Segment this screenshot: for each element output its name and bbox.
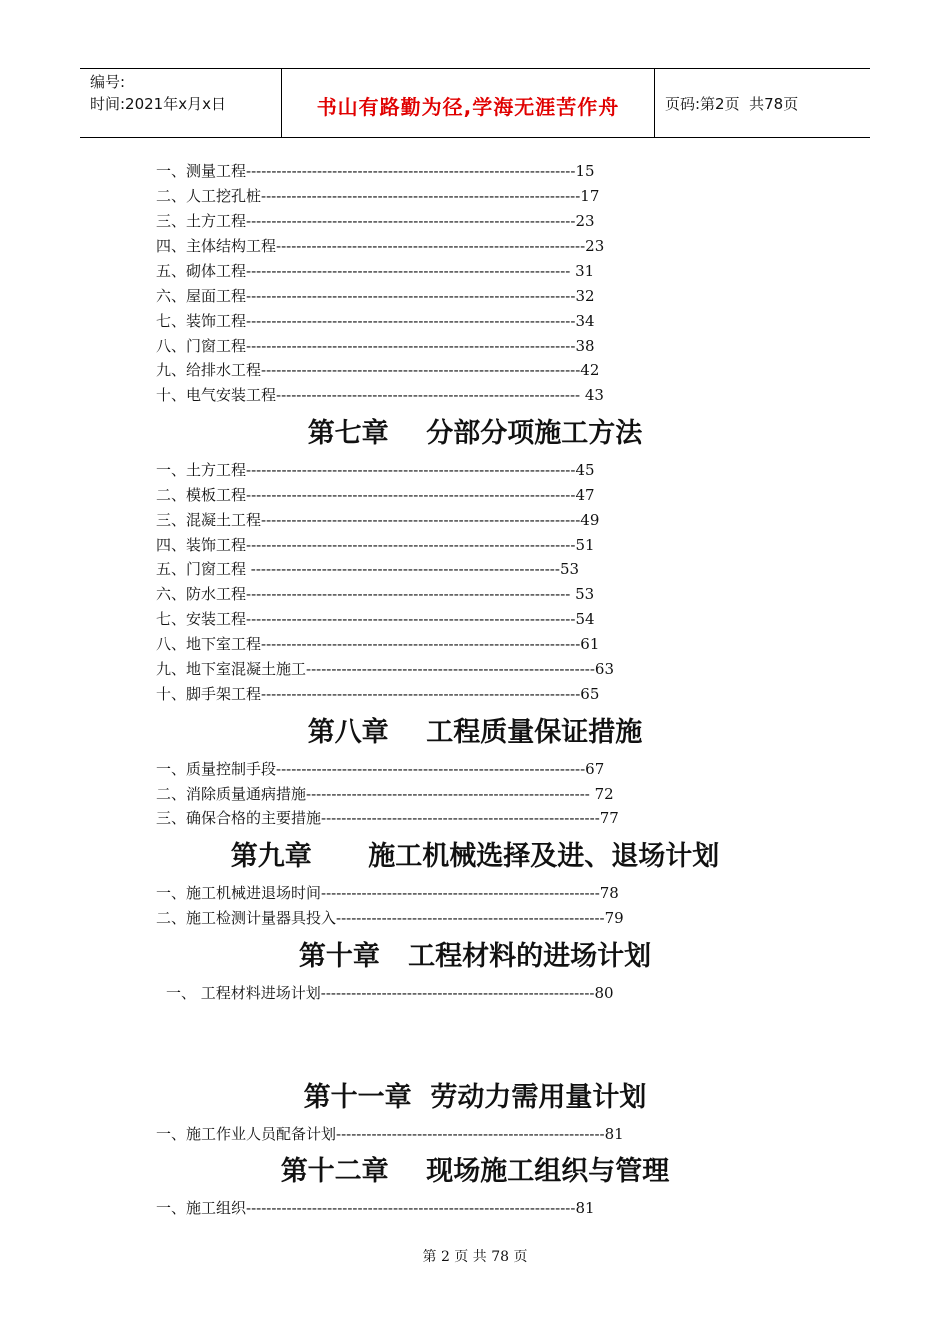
toc-entry[interactable]: 三、确保合格的主要措施-------------------------------------------------------77 bbox=[156, 809, 619, 827]
chapter-heading: 第七章 分部分项施工方法 bbox=[307, 418, 643, 449]
toc-entry[interactable]: 八、地下室工程---------------------------------------------------------------61 bbox=[156, 635, 600, 653]
header-page-info: 页码:第2页 共78页 bbox=[665, 94, 799, 113]
header-meta bbox=[80, 69, 282, 137]
document-date: 时间:2021年x月x日 bbox=[90, 95, 226, 113]
toc-entry[interactable]: 十、电气安装工程------------------------------------------------------------ 43 bbox=[156, 386, 604, 404]
toc-entry[interactable]: 五、砌体工程---------------------------------------------------------------- 31 bbox=[156, 262, 595, 280]
toc-entry[interactable]: 二、消除质量通病措施-------------------------------------------------------- 72 bbox=[156, 785, 614, 803]
toc-entry[interactable]: 十、脚手架工程---------------------------------------------------------------65 bbox=[156, 685, 600, 703]
toc-entry[interactable]: 二、人工挖孔桩---------------------------------------------------------------17 bbox=[156, 187, 600, 205]
toc-entry[interactable]: 一、施工组织-----------------------------------------------------------------81 bbox=[156, 1199, 595, 1217]
toc-entry[interactable]: 二、模板工程-----------------------------------------------------------------47 bbox=[156, 486, 595, 504]
toc-entry[interactable]: 一、施工作业人员配备计划-----------------------------------------------------81 bbox=[156, 1125, 624, 1143]
toc-entry[interactable]: 八、门窗工程-----------------------------------------------------------------38 bbox=[156, 337, 595, 355]
chapter-heading: 第十一章 劳动力需用量计划 bbox=[303, 1082, 647, 1113]
header-page-info-cell bbox=[655, 69, 870, 137]
toc-entry[interactable]: 一、测量工程-----------------------------------------------------------------15 bbox=[156, 162, 595, 180]
header-motto: 书山有路勤为径,学海无涯苦作舟 bbox=[316, 94, 620, 119]
toc-entry[interactable]: 三、土方工程-----------------------------------------------------------------23 bbox=[156, 212, 595, 230]
page-header bbox=[80, 68, 870, 138]
toc-entry[interactable]: 一、土方工程-----------------------------------------------------------------45 bbox=[156, 461, 595, 479]
chapter-heading: 第十章 工程材料的进场计划 bbox=[298, 941, 652, 972]
toc-entry[interactable]: 七、安装工程-----------------------------------------------------------------54 bbox=[156, 610, 595, 628]
chapter-heading: 第十二章 现场施工组织与管理 bbox=[280, 1156, 670, 1187]
toc-entry[interactable]: 七、装饰工程-----------------------------------------------------------------34 bbox=[156, 312, 595, 330]
toc-entry[interactable]: 九、给排水工程---------------------------------------------------------------42 bbox=[156, 361, 600, 379]
toc-entry[interactable]: 三、混凝土工程---------------------------------------------------------------49 bbox=[156, 511, 600, 529]
toc-entry[interactable]: 一、施工机械进退场时间-------------------------------------------------------78 bbox=[156, 884, 619, 902]
toc-entry[interactable]: 六、防水工程---------------------------------------------------------------- 53 bbox=[156, 585, 595, 603]
chapter-heading: 第九章 施工机械选择及进、退场计划 bbox=[230, 841, 720, 872]
header-motto-cell bbox=[282, 69, 655, 137]
toc-entry[interactable]: 二、施工检测计量器具投入-----------------------------------------------------79 bbox=[156, 909, 624, 927]
toc-entry[interactable]: 一、质量控制手段-------------------------------------------------------------67 bbox=[156, 760, 605, 778]
page-footer: 第 2 页 共 78 页 bbox=[422, 1249, 528, 1265]
toc-entry[interactable]: 六、屋面工程-----------------------------------------------------------------32 bbox=[156, 287, 595, 305]
toc-entry[interactable]: 一、 工程材料进场计划------------------------------------------------------80 bbox=[166, 984, 614, 1002]
document-number: 编号: bbox=[90, 73, 126, 91]
toc-entry[interactable]: 四、主体结构工程-------------------------------------------------------------23 bbox=[156, 237, 605, 255]
chapter-heading: 第八章 工程质量保证措施 bbox=[307, 717, 643, 748]
toc-entry[interactable]: 五、门窗工程 -------------------------------------------------------------53 bbox=[156, 560, 580, 578]
toc-entry[interactable]: 四、装饰工程-----------------------------------------------------------------51 bbox=[156, 536, 595, 554]
toc-entry[interactable]: 九、地下室混凝土施工---------------------------------------------------------63 bbox=[156, 660, 614, 678]
